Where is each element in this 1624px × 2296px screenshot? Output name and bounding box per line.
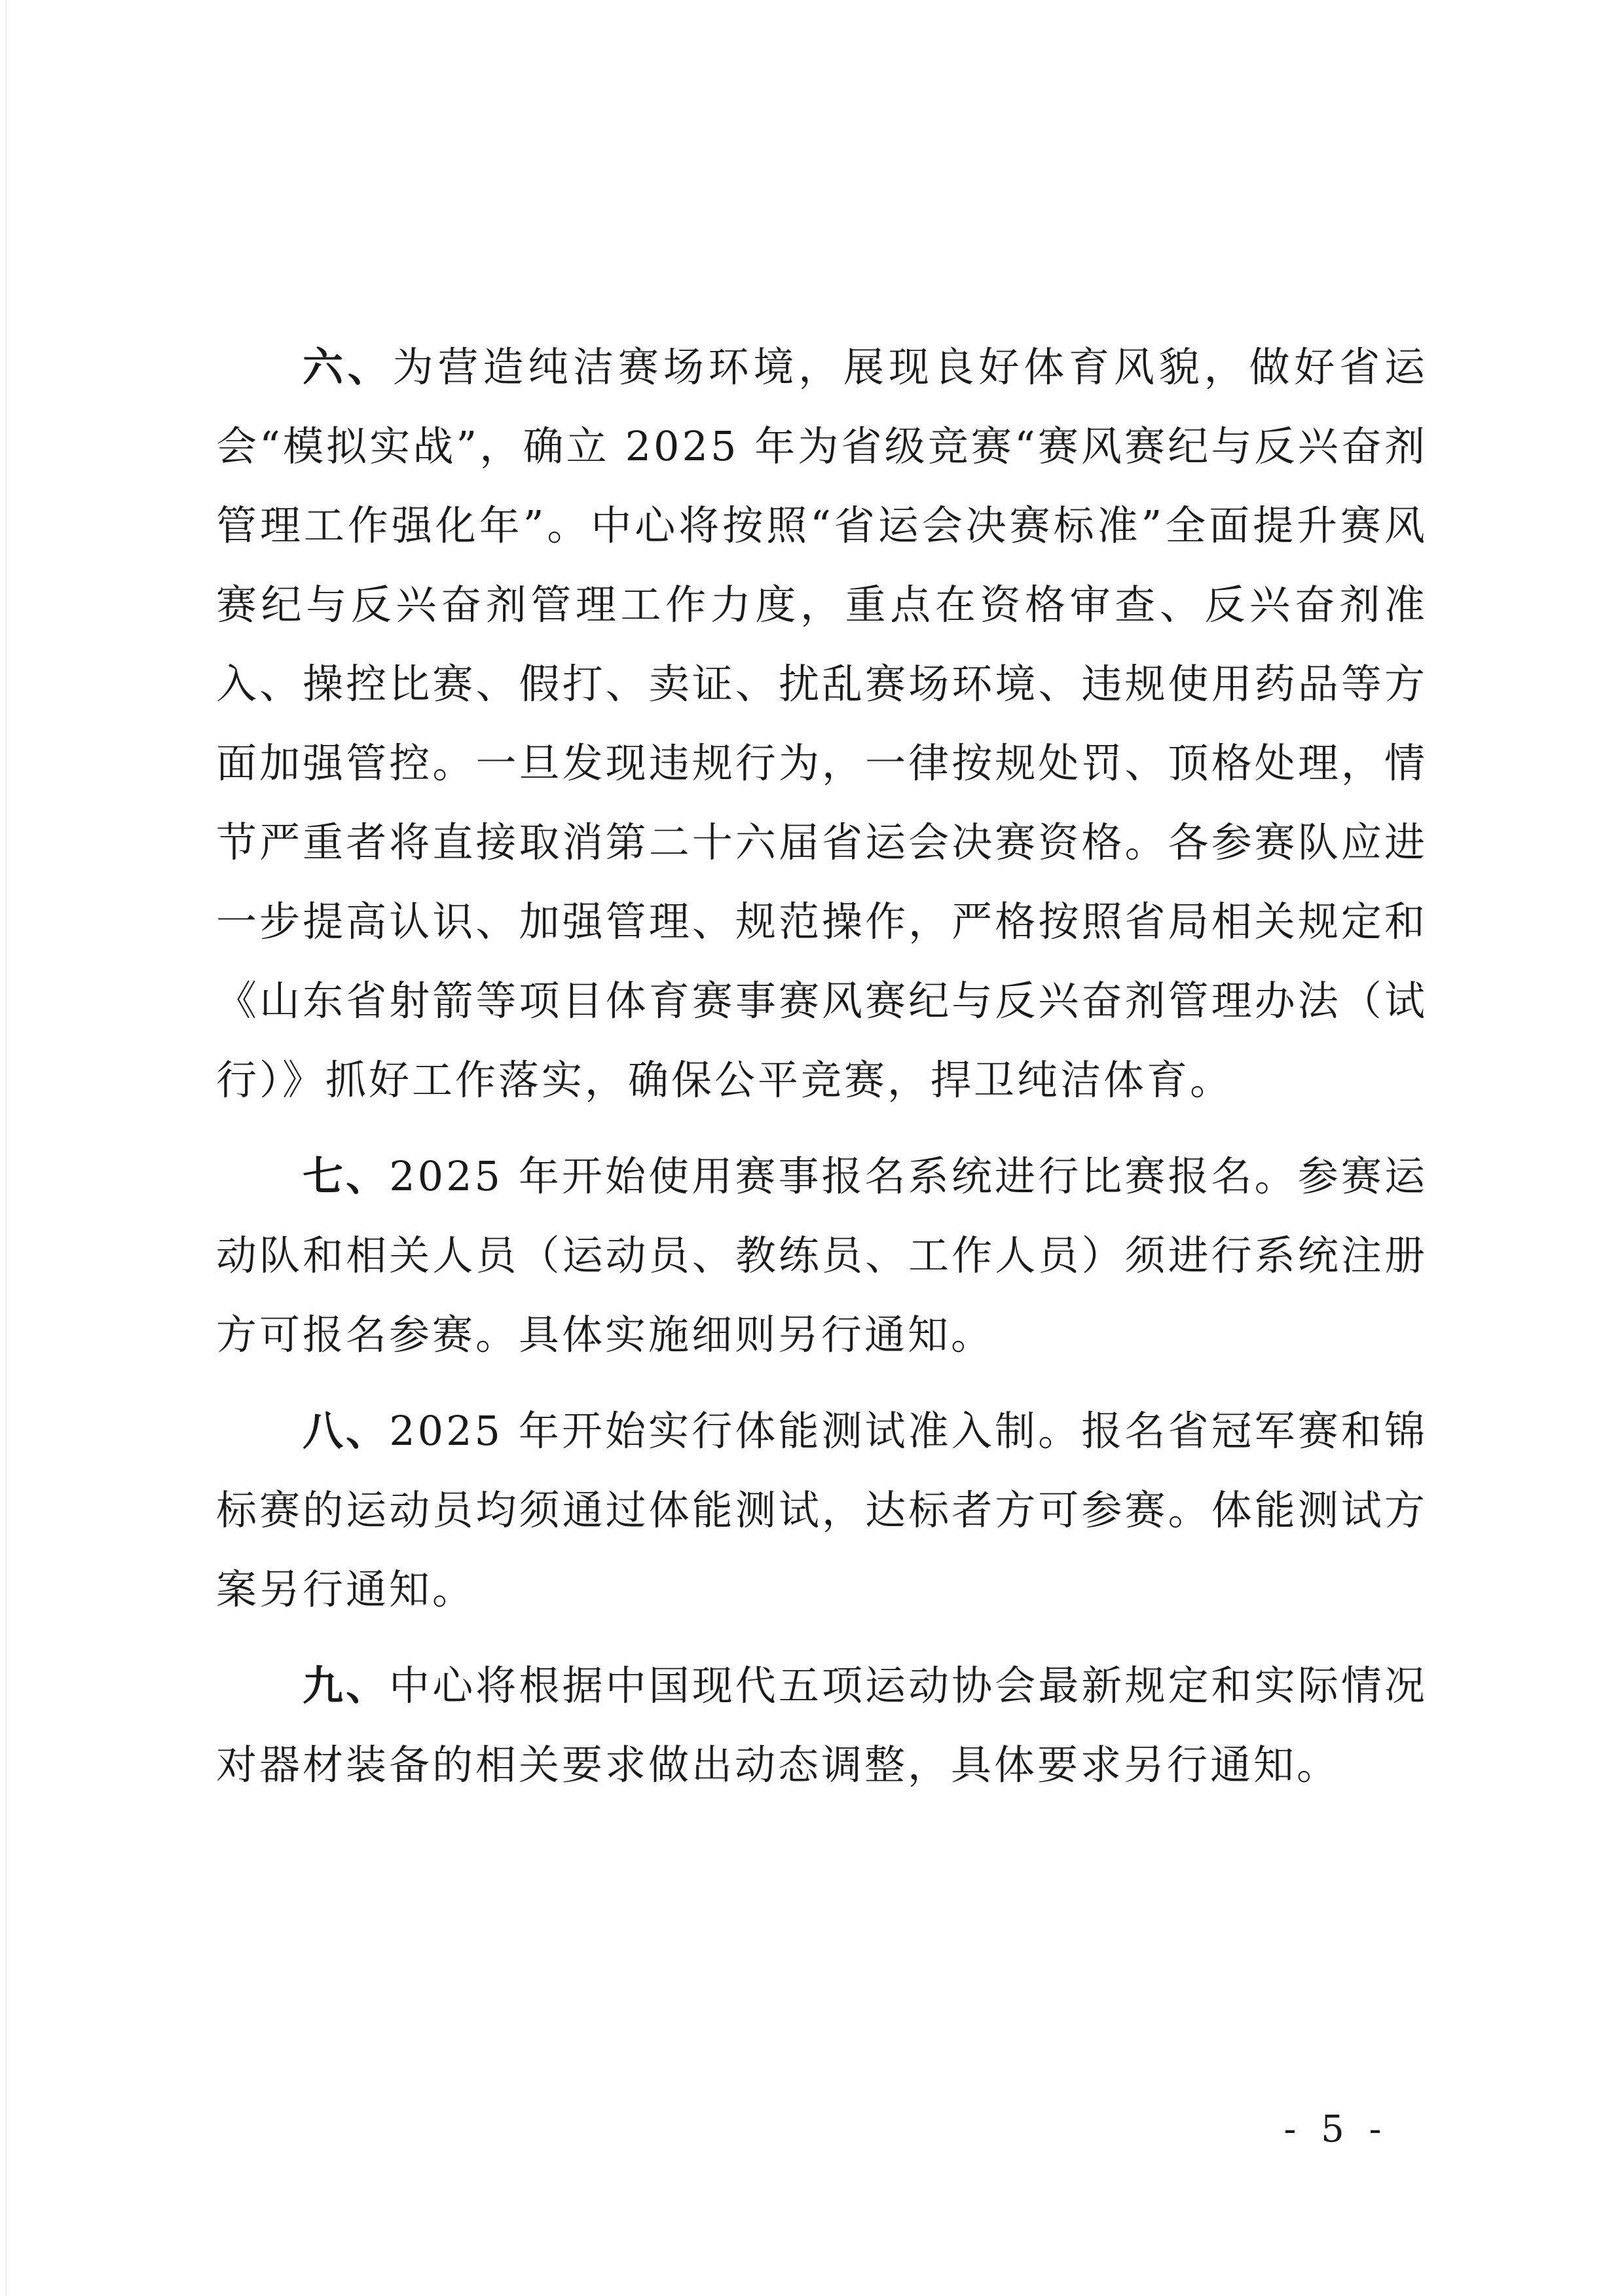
paragraph-nine xyxy=(216,1646,1428,1804)
paragraph-seven-text: 2025 年开始使用赛事报名系统进行比赛报名。参赛运动队和相关人员（运动员、教练员、工作人员）须进行系统注册方可报名参赛。具体实施细则另行通知。 xyxy=(216,1152,1428,1358)
paragraph-seven-number: 七、 xyxy=(303,1152,390,1200)
paragraph-eight xyxy=(216,1391,1428,1629)
document-body xyxy=(216,327,1428,1821)
paragraph-eight-text: 2025 年开始实行体能测试准入制。报名省冠军赛和锦标赛的运动员均须通过体能测试，达标者方可参赛。体能测试方案另行通知。 xyxy=(216,1407,1428,1613)
paragraph-eight-number: 八、 xyxy=(303,1407,390,1455)
paragraph-nine-number: 九、 xyxy=(303,1662,390,1709)
page-number: - 5 - xyxy=(1283,2108,1388,2151)
paragraph-seven xyxy=(216,1137,1428,1374)
paragraph-nine-text: 中心将根据中国现代五项运动协会最新规定和实际情况对器材装备的相关要求做出动态调整，具体要求另行通知。 xyxy=(216,1662,1428,1789)
paragraph-six-number: 六、 xyxy=(303,343,393,391)
paragraph-six-text: 为营造纯洁赛场环境，展现良好体育风貌，做好省运会“模拟实战”，确立 2025 年为省级竞赛“赛风赛纪与反兴奋剂管理工作强化年”。中心将按照“省运会决赛标准”全面提升赛风赛纪与反兴奋剂管理工作力度，重点在资格审查、反兴奋剂准入、操控比赛、假打、卖证、扰乱赛场环境、违规使用药品等方面加强管控。一旦发现违规行为，一律按规处罚、顶格处理，情节严重者将直接取消第二十六届省运会决赛资格。各参赛队应进一步提高认识、加强管理、规范操作，严格按照省局相关规定和《山东省射箭等项目体育赛事赛风赛纪与反兴奋剂管理办法（试行）》抓好工作落实，确保公平竞赛，捍卫纯洁体育。 xyxy=(216,343,1428,1104)
scan-edge-shadow xyxy=(5,0,7,2296)
paragraph-six xyxy=(216,327,1428,1120)
